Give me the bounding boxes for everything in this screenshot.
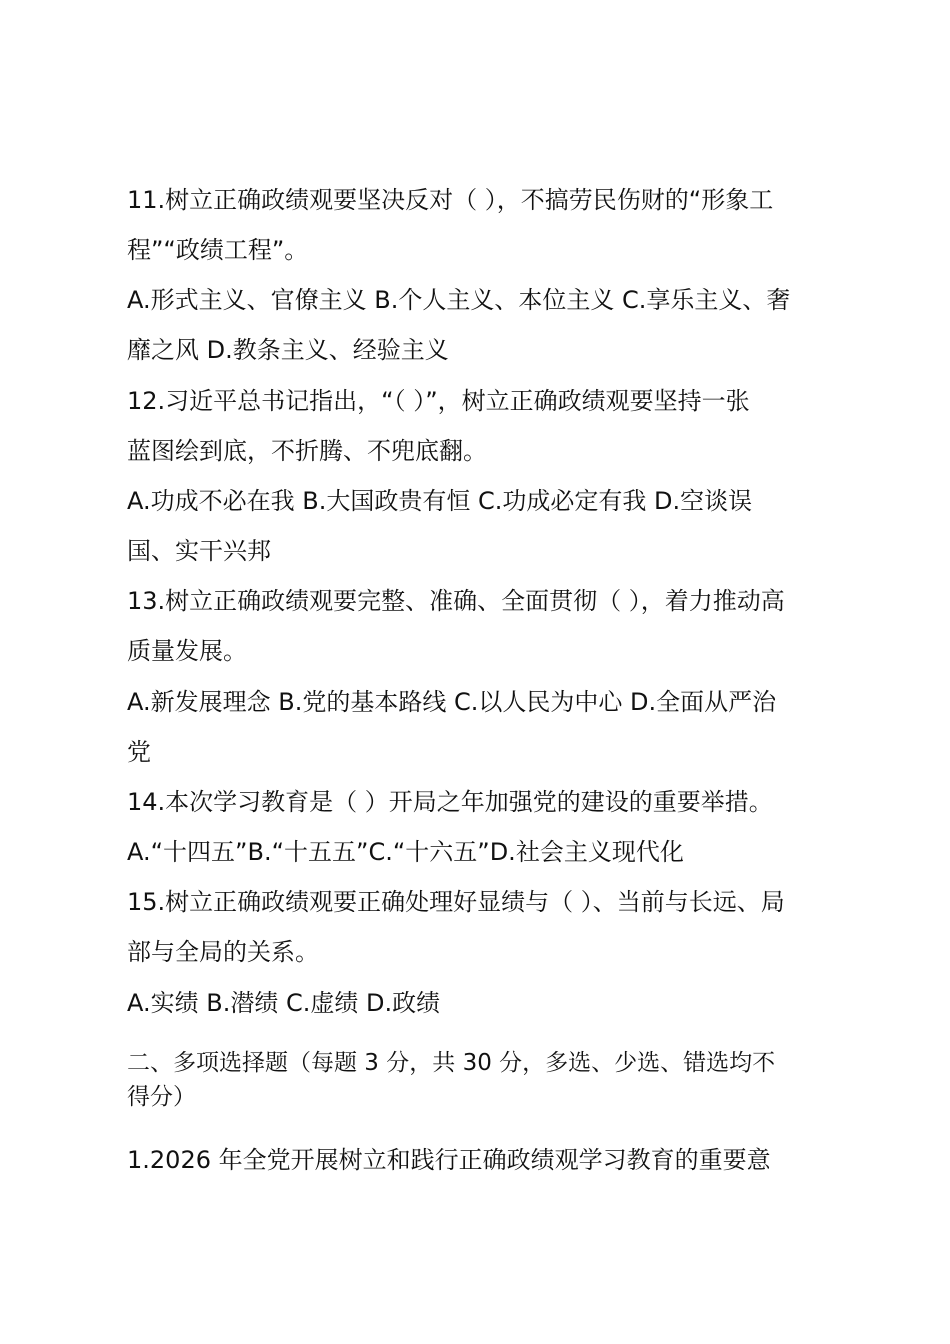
question-11-text: 11.树立正确政绩观要坚决反对（ ），不搞劳民伤财的“形象工 (127, 186, 774, 214)
question-15-text: 15.树立正确政绩观要正确处理好显绩与（ ）、当前与长远、局 (127, 888, 785, 916)
question-12-text: 蓝图绘到底，不折腾、不兜底翻。 (127, 437, 487, 465)
question-13-text: 13.树立正确政绩观要完整、准确、全面贯彻（ ），着力推动高 (127, 587, 785, 615)
question-14-text: 14.本次学习教育是（ ）开局之年加强党的建设的重要举措。 (127, 788, 773, 816)
question-13-options: A.新发展理念 B.党的基本路线 C.以人民为中心 D.全面从严治 (127, 688, 777, 716)
multi-question-1-text: 1.2026 年全党开展树立和践行正确政绩观学习教育的重要意 (127, 1146, 771, 1174)
question-12-options: A.功成不必在我 B.大国政贵有恒 C.功成必定有我 D.空谈误 (127, 487, 753, 515)
question-13-text: 质量发展。 (127, 637, 247, 665)
question-14-options: A.“十四五”B.“十五五”C.“十六五”D.社会主义现代化 (127, 838, 684, 866)
section-heading: 得分） (127, 1084, 196, 1110)
question-11-options: 靡之风 D.教条主义、经验主义 (127, 336, 449, 364)
question-15-options: A.实绩 B.潜绩 C.虚绩 D.政绩 (127, 989, 441, 1017)
question-11-text: 程”“政绩工程”。 (127, 236, 309, 264)
question-15-text: 部与全局的关系。 (127, 938, 319, 966)
question-12-options: 国、实干兴邦 (127, 537, 271, 565)
question-13-options: 党 (127, 738, 151, 766)
section-heading: 二、多项选择题（每题 3 分，共 30 分，多选、少选、错选均不 (127, 1050, 776, 1076)
question-12-text: 12.习近平总书记指出，“（ ）”，树立正确政绩观要坚持一张 (127, 387, 750, 415)
question-11-options: A.形式主义、官僚主义 B.个人主义、本位主义 C.享乐主义、奢 (127, 286, 791, 314)
